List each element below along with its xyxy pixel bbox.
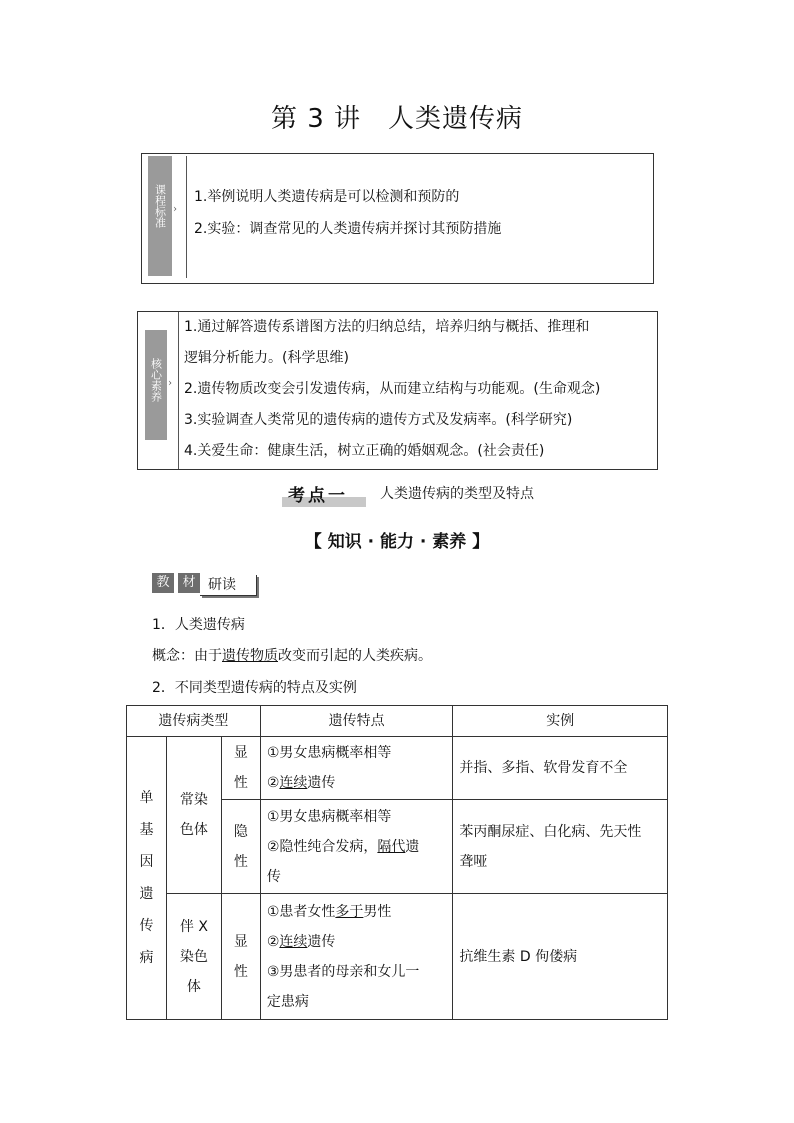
keyword: 多于: [335, 903, 364, 920]
vchar: 传: [139, 918, 154, 934]
dominant-cell: [221, 894, 260, 1020]
vchar: 单: [139, 790, 154, 806]
header-features: 遗传特点: [260, 706, 453, 737]
header-examples: 实例: [453, 706, 668, 737]
text: 遗传: [307, 775, 336, 791]
textbook-reading-badge: [152, 573, 262, 599]
feature-line: [267, 927, 447, 957]
features-cell: [260, 737, 453, 800]
feature-line: ①男女患病概率相等: [266, 808, 392, 825]
genetic-disease-table: [126, 705, 668, 1020]
tag-divider: [186, 156, 187, 278]
vtext: 常染: [179, 792, 208, 808]
chevron-icon: ›: [173, 204, 177, 215]
chevron-icon: ›: [168, 378, 172, 389]
literacy-tag: [148, 358, 164, 422]
example-line: 聋哑: [459, 853, 488, 870]
curriculum-item: 1.举例说明人类遗传病是可以检测和预防的: [194, 189, 460, 205]
keyword: 连续: [279, 933, 308, 950]
feature-line: ③男患者的母亲和女儿一: [266, 963, 420, 980]
text: ②隐性纯合发病，: [266, 838, 378, 855]
section2-heading: 2．不同类型遗传病的特点及实例: [152, 680, 357, 696]
knowledge-ability-title: 【 知识 · 能力 · 素养 】: [304, 532, 490, 552]
num: ②: [266, 775, 280, 791]
vchar: 显: [233, 745, 248, 761]
vchar: 因: [139, 854, 154, 870]
vchar: 性: [233, 853, 248, 870]
example-line: 苯丙酮尿症、白化病、先天性: [459, 823, 642, 840]
dominant-cell: [221, 737, 260, 800]
vchar: 病: [139, 950, 154, 966]
vchar: 显: [233, 933, 248, 950]
text: ①患者女性: [266, 903, 336, 920]
feature-line: [267, 897, 447, 927]
badge-text: 研读: [208, 577, 236, 593]
concept-pre: 概念：由于: [152, 648, 222, 664]
text: 遗: [405, 838, 420, 855]
keyword: 隔代: [377, 838, 406, 855]
vchar: 基: [139, 822, 154, 838]
concept-post: 改变而引起的人类疾病。: [278, 648, 432, 664]
feature-line: [267, 768, 447, 798]
literacy-item: 逻辑分析能力。(科学思维): [184, 350, 349, 366]
core-literacy-box: [137, 311, 658, 470]
num: ②: [266, 933, 280, 950]
vtext: 伴 X: [179, 918, 208, 935]
vchar: 性: [233, 775, 248, 791]
page-title: 第 3 讲 人类遗传病: [270, 104, 524, 134]
kaodian-subtitle: 人类遗传病的类型及特点: [380, 486, 534, 502]
badge-char: 教: [152, 573, 174, 593]
recessive-cell: [221, 800, 260, 894]
badge-char: 材: [178, 573, 200, 593]
tag-divider: [178, 312, 179, 469]
literacy-item: 1.通过解答遗传系谱图方法的归纳总结，培养归纳与概括、推理和: [184, 319, 590, 335]
literacy-item: 4.关爱生命：健康生活，树立正确的婚姻观念。(社会责任): [184, 443, 545, 459]
example-cell: 并指、多指、软骨发育不全: [453, 737, 668, 800]
header-type: 遗传病类型: [127, 706, 261, 737]
example-cell: [453, 800, 668, 894]
vchar: 隐: [233, 823, 248, 840]
literacy-item: 3.实验调查人类常见的遗传病的遗传方式及发病率。(科学研究): [184, 412, 573, 428]
feature-line: [267, 832, 447, 862]
vchar: 性: [233, 963, 248, 980]
curriculum-tag-text: 课程标准: [153, 184, 167, 228]
curriculum-tag: [152, 184, 168, 248]
vtext: 染色: [179, 948, 208, 965]
vtext: 色体: [179, 822, 208, 838]
features-cell: [260, 894, 453, 1020]
vtext: 体: [186, 978, 201, 995]
example-cell: 抗维生素 D 佝偻病: [453, 894, 668, 1020]
literacy-list: [184, 312, 654, 467]
single-gene-cell: [127, 737, 167, 1020]
keyword: 连续: [279, 775, 308, 791]
text: 男性: [363, 903, 392, 920]
feature-line: 定患病: [266, 993, 309, 1010]
features-cell: [260, 800, 453, 894]
concept-line: [152, 645, 432, 665]
curriculum-standard-box: [141, 153, 654, 284]
literacy-tag-text: 核心素养: [149, 358, 163, 402]
text: 遗传: [307, 933, 336, 950]
section1-heading: 1．人类遗传病: [152, 617, 245, 633]
curriculum-item: 2.实验：调查常见的人类遗传病并探讨其预防措施: [194, 221, 502, 237]
concept-key: 遗传物质: [222, 648, 278, 664]
literacy-item: 2.遗传物质改变会引发遗传病，从而建立结构与功能观。(生命观念): [184, 381, 601, 397]
kaodian-label: 考点一: [288, 486, 348, 506]
feature-line: 传: [266, 868, 281, 885]
kaodian-heading: [282, 481, 582, 507]
vchar: 遗: [139, 886, 154, 902]
xlinked-cell: [166, 894, 221, 1020]
feature-line: ①男女患病概率相等: [266, 745, 392, 761]
autosomal-cell: [166, 737, 221, 894]
